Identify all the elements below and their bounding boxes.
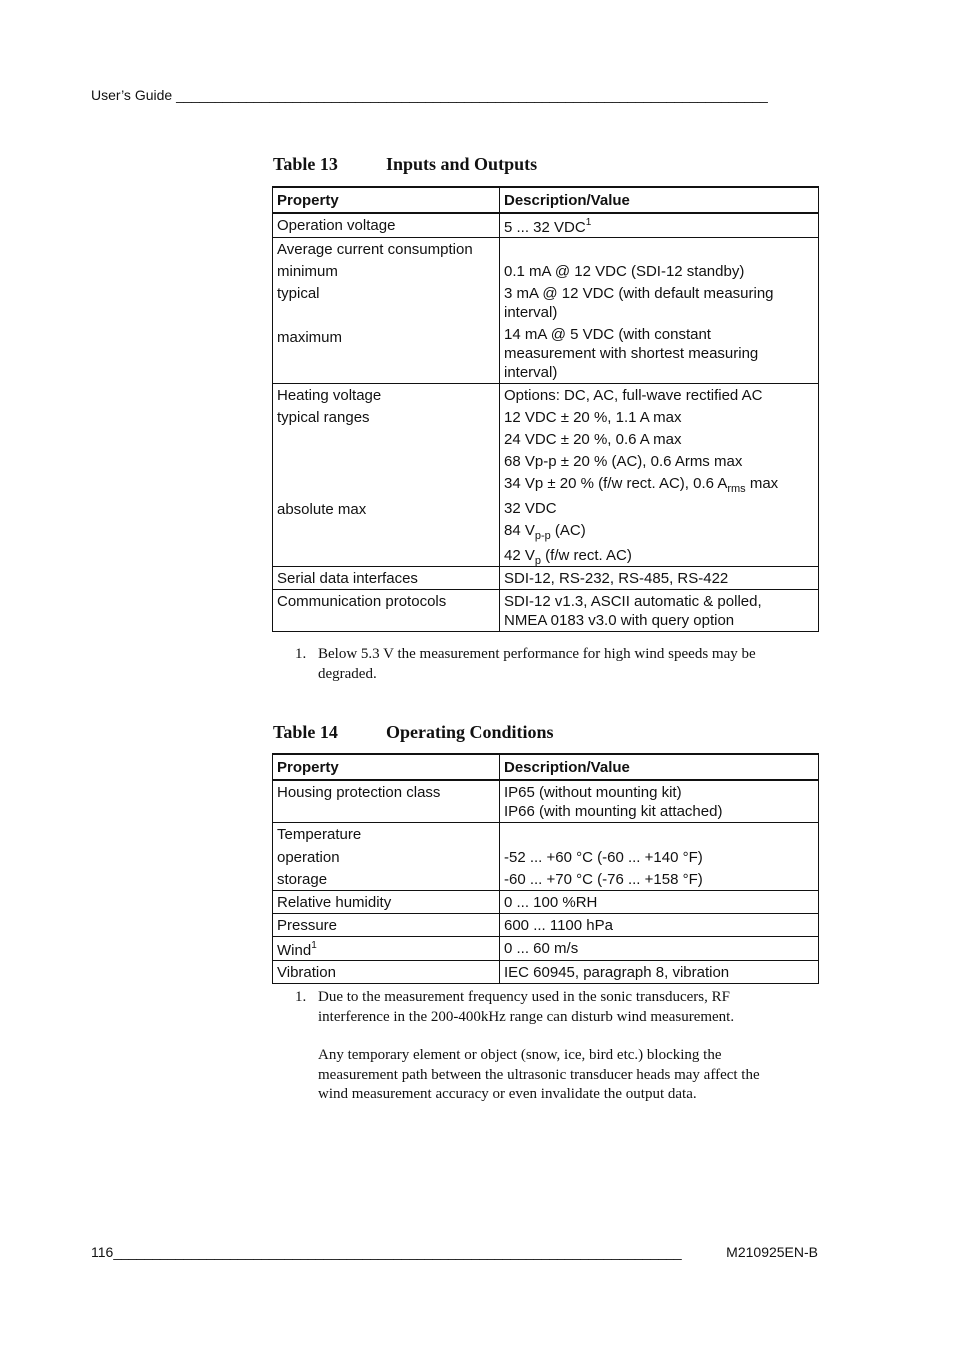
heating-range-3: 68 Vp-p ± 20 % (AC), 0.6 Arms max [504, 453, 743, 470]
col-header-description: Description/Value [500, 187, 819, 213]
wind-label: Wind [277, 942, 312, 959]
footnote-ref: 1 [311, 940, 317, 951]
row-label-pressure: Pressure [273, 914, 500, 937]
row-value-heating [500, 384, 819, 567]
table-row [273, 567, 819, 590]
row-value-pressure: 600 ... 1100 hPa [500, 914, 819, 937]
temperature-storage-value: -60 ... +70 °C (-76 ... +158 °F) [504, 871, 703, 888]
current-max-value: 14 mA @ 5 VDC (with constant [504, 326, 711, 343]
row-label-operation-voltage: Operation voltage [273, 213, 500, 238]
row-value-protocols [500, 590, 819, 632]
row-value-humidity: 0 ... 100 %RH [500, 891, 819, 914]
row-label-serial: Serial data interfaces [273, 567, 500, 590]
table-14-caption [273, 722, 554, 743]
heating-range-1: 12 VDC ± 20 %, 1.1 A max [504, 409, 682, 426]
protocols-value: SDI-12 v1.3, ASCII automatic & polled, [504, 593, 762, 610]
row-value-housing [500, 780, 819, 823]
heating-range-4: 34 Vp ± 20 % (f/w rect. AC), 0.6 $A_{rms}$ max [504, 475, 779, 495]
row-label-temperature [273, 823, 500, 891]
temperature-operation-label: operation [277, 849, 340, 866]
current-typ-value: 3 mA @ 12 VDC (with default measuring [504, 285, 774, 302]
col-header-property: Property [273, 187, 500, 213]
document-code: M210925EN-B [726, 1244, 818, 1260]
footer-rule: _________________________________________________________________________ [113, 1244, 682, 1260]
heating-absmax-3: 42 $V_p$ (f/w rect. AC) [504, 547, 632, 567]
temperature-label: Temperature [277, 826, 362, 843]
inputs-outputs-table [272, 186, 819, 632]
current-typ-value-cont: interval) [504, 304, 558, 321]
table-13-footnote [295, 645, 795, 684]
current-max-value-cont: measurement with shortest measuring [504, 345, 759, 362]
table-row [273, 384, 819, 567]
table-14-label: Table 14 [273, 722, 338, 742]
table-row [273, 823, 819, 891]
row-value-current [500, 238, 819, 384]
operating-conditions-table [272, 753, 819, 984]
row-label-heating [273, 384, 500, 567]
current-min-value: 0.1 mA @ 12 VDC (SDI-12 standby) [504, 263, 745, 280]
row-value-serial: SDI-12, RS-232, RS-485, RS-422 [500, 567, 819, 590]
row-value-vibration: IEC 60945, paragraph 8, vibration [500, 961, 819, 984]
row-label-current [273, 238, 500, 384]
row-label-vibration: Vibration [273, 961, 500, 984]
current-min-label: minimum [277, 263, 338, 280]
table-13-label: Table 13 [273, 154, 338, 174]
row-value-temperature [500, 823, 819, 891]
row-label-wind [273, 937, 500, 961]
footnote-text: measurement path between the ultrasonic transducer heads may affect the [318, 1066, 760, 1083]
running-header: User’s Guide ____________________________________________________________________________ [91, 87, 768, 103]
footnote-text: Below 5.3 V the measurement performance for high wind speeds may be [318, 646, 756, 662]
table-14-title: Operating Conditions [386, 722, 554, 742]
heating-absmax-1: 32 VDC [504, 500, 557, 517]
footnote-text: Any temporary element or object (snow, ice, bird etc.) blocking the [318, 1047, 722, 1063]
protocols-value-cont: NMEA 0183 v3.0 with query option [504, 612, 735, 629]
col-header-property: Property [273, 754, 500, 780]
table-13-title: Inputs and Outputs [386, 154, 538, 174]
heating-absmax-label: absolute max [277, 501, 367, 518]
table-row [273, 914, 819, 937]
footnote-ref: 1 [585, 217, 592, 228]
row-value-wind: 0 ... 60 m/s [500, 937, 819, 961]
current-max-value-cont: interval) [504, 364, 558, 381]
row-label-protocols: Communication protocols [273, 590, 500, 632]
table-row [273, 590, 819, 632]
housing-value-cont: IP66 (with mounting kit attached) [504, 803, 723, 820]
table-row [273, 780, 819, 823]
table-row [273, 937, 819, 961]
operation-voltage-value: 5 ... 32 VDC [504, 219, 586, 236]
table-row [273, 961, 819, 984]
heating-label: Heating voltage [277, 387, 382, 404]
table-header-row [273, 187, 819, 213]
footnote-text: interference in the 200-400kHz range can disturb wind measurement. [318, 1008, 735, 1025]
table-13-caption [273, 154, 537, 175]
heating-absmax-2: 84 $V_{p-p}$ (AC) [504, 522, 586, 542]
row-label-housing: Housing protection class [273, 780, 500, 823]
row-value-operation-voltage [500, 213, 819, 238]
table-14-footnote [295, 988, 795, 1105]
table-header-row [273, 754, 819, 780]
housing-value: IP65 (without mounting kit) [504, 784, 682, 801]
footnote-number: 1. [295, 989, 307, 1005]
heating-options: Options: DC, AC, full-wave rectified AC [504, 387, 763, 404]
current-label: Average current consumption [277, 241, 473, 258]
footnote-text: Due to the measurement frequency used in the sonic transducers, RF [318, 989, 730, 1005]
temperature-operation-value: -52 ... +60 °C (-60 ... +140 °F) [504, 849, 703, 866]
footnote-number: 1. [295, 646, 307, 662]
table-row [273, 238, 819, 384]
running-footer [91, 1244, 818, 1260]
footnote-text: wind measurement accuracy or even invalidate the output data. [318, 1086, 697, 1102]
footnote-text: degraded. [318, 665, 377, 682]
current-max-label: maximum [277, 329, 343, 346]
heating-typical-label: typical ranges [277, 409, 370, 426]
page-number: 116 [91, 1244, 114, 1260]
col-header-description: Description/Value [500, 754, 819, 780]
table-row [273, 891, 819, 914]
table-row [273, 213, 819, 238]
temperature-storage-label: storage [277, 871, 328, 888]
row-label-humidity: Relative humidity [273, 891, 500, 914]
heating-range-2: 24 VDC ± 20 %, 0.6 A max [504, 431, 682, 448]
current-typ-label: typical [277, 285, 320, 302]
